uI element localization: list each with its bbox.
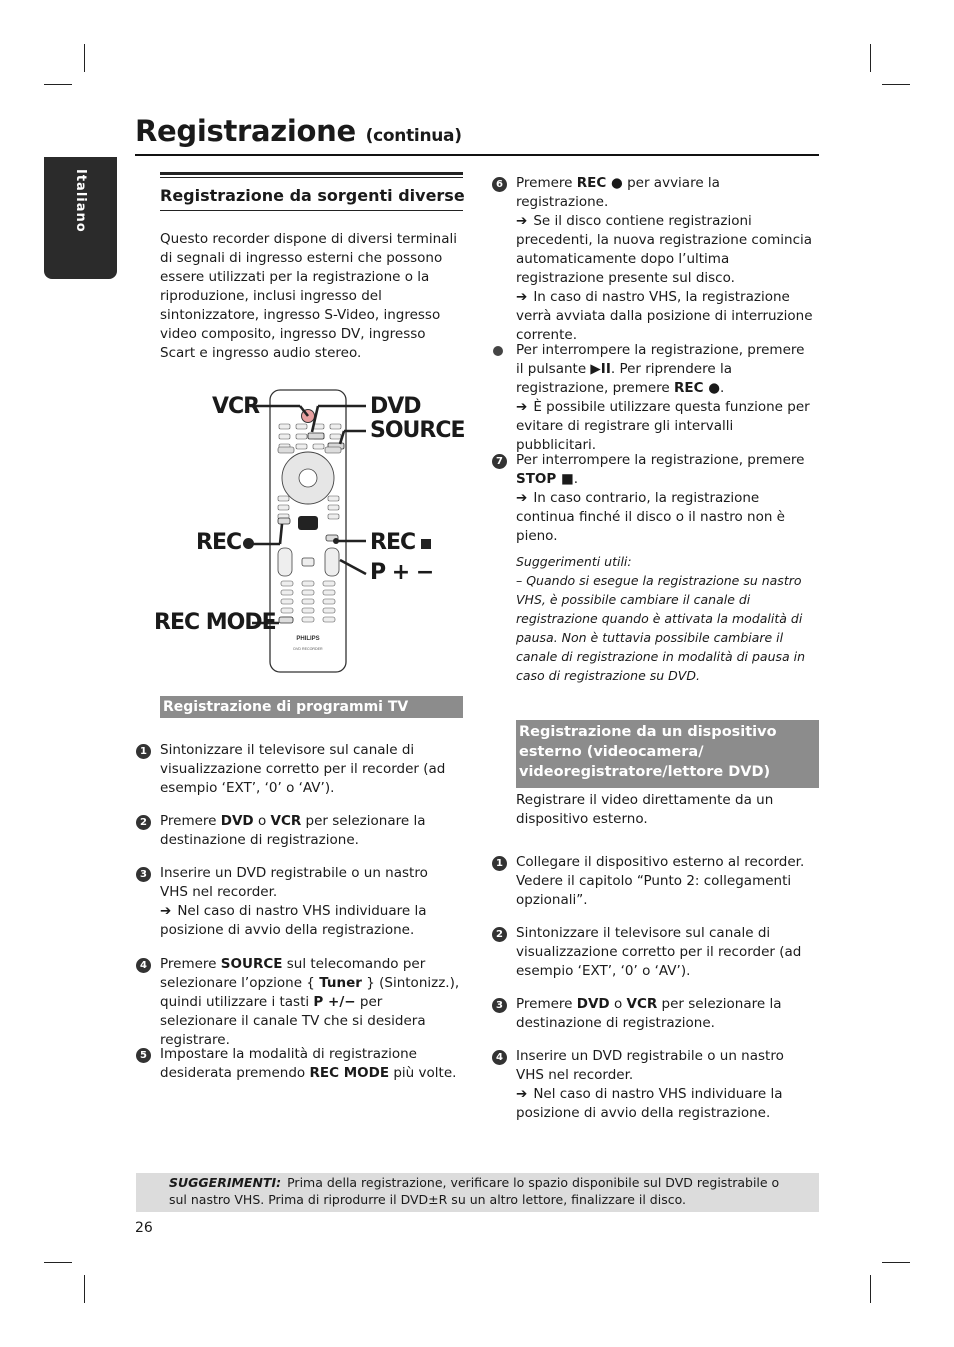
ok-button bbox=[299, 469, 317, 487]
footer-tip-text: SUGGERIMENTI: Prima della registrazione, verificare lo spazio disponibile sul DVD registrabile o sul nastro VHS. Prima di riprodurre il DVD±R su un altro lettore, finalizzare il disco. bbox=[169, 1175, 780, 1207]
crop-mark bbox=[44, 84, 72, 85]
step-text: Premere REC ● per avviare la registrazione. ➔ Se il disco contiene registrazioni precedenti, la nuova registrazione comincia automaticamente dopo l’ultima registrazione presente sul disco. ➔ In caso di nastro VHS, la registrazione verrà avviata dalla posizione di interruzione corrente. bbox=[516, 175, 813, 343]
transport-button bbox=[278, 496, 289, 501]
crop-mark bbox=[882, 84, 910, 85]
remote-brand: PHILIPS bbox=[296, 636, 320, 642]
menu-button-right bbox=[325, 447, 341, 453]
step-number: 3 bbox=[136, 867, 151, 882]
crop-mark bbox=[870, 1275, 871, 1303]
crop-mark bbox=[870, 44, 871, 72]
remote-device-label: DVD RECORDER bbox=[293, 647, 323, 651]
arrow-icon: ➔ bbox=[516, 490, 528, 506]
section-rule bbox=[160, 177, 463, 178]
step-text: Sintonizzare il televisore sul canale di visualizzazione corretto per il recorder (ad esempio ‘EXT’, ‘0’ o ‘AV’). bbox=[516, 925, 802, 979]
step-number: 4 bbox=[136, 958, 151, 973]
step-number: 1 bbox=[492, 856, 507, 871]
step-text: Collegare il dispositivo esterno al recorder. Vedere il capitolo “Punto 2: collegamenti opzionali”. bbox=[516, 854, 805, 908]
title-rule bbox=[135, 154, 819, 156]
page-number: 26 bbox=[135, 1220, 153, 1236]
remote-label-rec-left-text: REC bbox=[196, 530, 242, 555]
dvd-button bbox=[308, 433, 324, 439]
callout-dot bbox=[333, 538, 339, 544]
bullet-dot bbox=[493, 346, 503, 356]
channel-rocker bbox=[325, 548, 339, 576]
remote-label-rec-right bbox=[370, 530, 431, 555]
step-number: 6 bbox=[492, 177, 507, 192]
remote-label-source: SOURCE bbox=[370, 418, 465, 443]
step-text: Inserire un DVD registrabile o un nastro VHS nel recorder. ➔ Nel caso di nastro VHS individuare la posizione di avvio della registrazione. bbox=[516, 1048, 784, 1121]
step-text: Premere DVD o VCR per selezionare la destinazione di registrazione. bbox=[516, 996, 782, 1031]
step-text: Per interrompere la registrazione, premere STOP ■. ➔ In caso contrario, la registrazione continua finché il disco o il nastro non è pieno. bbox=[516, 452, 805, 544]
step-number: 5 bbox=[136, 1048, 151, 1063]
tips-block bbox=[516, 552, 821, 685]
intro-paragraph: Questo recorder dispone di diversi terminali di segnali di ingresso esterni che possono essere utilizzati per la registrazione o la riproduzione, inclusi ingresso del sintonizzatore, ingresso S-Video, ingresso video composito, ingresso DV, ingresso Scart e ingresso audio stereo. bbox=[160, 231, 457, 361]
language-tab-label: Italiano bbox=[73, 169, 88, 233]
step-number: 3 bbox=[492, 998, 507, 1013]
step-text: Premere DVD o VCR per selezionare la destinazione di registrazione. bbox=[160, 813, 426, 848]
ext-intro: Registrare il video direttamente da un dispositivo esterno. bbox=[516, 792, 774, 827]
footer-tip-label: SUGGERIMENTI: bbox=[169, 1175, 282, 1190]
remote-label-rec-mode: REC MODE bbox=[154, 610, 276, 635]
remote-label-rec-right-text: REC bbox=[370, 530, 416, 555]
play-pause-button bbox=[298, 516, 318, 530]
crop-mark bbox=[882, 1262, 910, 1263]
step-number: 2 bbox=[136, 815, 151, 830]
tv-programs-bar: Registrazione di programmi TV bbox=[160, 696, 463, 718]
arrow-icon: ➔ bbox=[160, 903, 172, 919]
remote-label-dvd: DVD bbox=[370, 394, 421, 419]
menu-button-left bbox=[278, 447, 294, 453]
volume-rocker bbox=[278, 548, 292, 576]
tips-title: Suggerimenti utili: bbox=[516, 554, 632, 569]
bullet-text: Per interrompere la registrazione, premere il pulsante ▶II. Per riprendere la registrazione, premere REC ●. ➔ È possibile utilizzare questa funzione per evitare di registrare gli intervalli pubblicitari. bbox=[516, 342, 810, 453]
arrow-icon: ➔ bbox=[516, 289, 528, 305]
remote-label-vcr: VCR bbox=[212, 394, 260, 419]
crop-mark bbox=[84, 44, 85, 72]
section-rule bbox=[160, 210, 463, 211]
center-button bbox=[302, 558, 314, 566]
language-tab bbox=[44, 157, 117, 279]
step-text: Sintonizzare il televisore sul canale di visualizzazione corretto per il recorder (ad esempio ‘EXT’, ‘0’ o ‘AV’). bbox=[160, 742, 446, 796]
page-title-text: Registrazione bbox=[135, 114, 356, 148]
crop-mark bbox=[44, 1262, 72, 1263]
step-text: Inserire un DVD registrabile o un nastro VHS nel recorder. ➔ Nel caso di nastro VHS individuare la posizione di avvio della registrazione. bbox=[160, 865, 428, 938]
step-text: Premere SOURCE sul telecomando per selezionare l’opzione { Tuner } (Sintonizz.), quindi utilizzare i tasti P +/− per selezionare il canale TV che si desidera registrare. bbox=[160, 956, 460, 1048]
arrow-icon: ➔ bbox=[516, 1086, 528, 1102]
step-number: 7 bbox=[492, 454, 507, 469]
external-device-bar: Registrazione da un dispositivo esterno (videocamera/ videoregistratore/lettore DVD) bbox=[516, 720, 819, 788]
rec-mode-button bbox=[279, 617, 293, 623]
arrow-icon: ➔ bbox=[516, 213, 528, 229]
step-number: 2 bbox=[492, 927, 507, 942]
crop-mark bbox=[84, 1275, 85, 1303]
step-number: 4 bbox=[492, 1050, 507, 1065]
step-number: 1 bbox=[136, 744, 151, 759]
section-rule bbox=[160, 172, 463, 175]
arrow-icon: ➔ bbox=[516, 399, 528, 415]
page-title-suffix: (continua) bbox=[365, 126, 462, 146]
rec-dot-icon bbox=[243, 538, 254, 549]
rec-button bbox=[278, 518, 290, 524]
page-title bbox=[135, 114, 462, 148]
section-heading: Registrazione da sorgenti diverse bbox=[160, 186, 465, 205]
remote-label-rec-left bbox=[196, 530, 254, 555]
transport-button bbox=[328, 496, 339, 501]
remote-label-p: P + − bbox=[370, 560, 434, 585]
tips-text: – Quando si esegue la registrazione su nastro VHS, è possibile cambiare il canale di registrazione quando è attivata la modalità di pausa. Non è tuttavia possibile cambiare il canale di registrazione in modalità di pausa in caso di registrazione su DVD. bbox=[516, 573, 806, 683]
step-text: Impostare la modalità di registrazione desiderata premendo REC MODE più volte. bbox=[160, 1046, 457, 1081]
stop-square-icon bbox=[421, 539, 431, 549]
